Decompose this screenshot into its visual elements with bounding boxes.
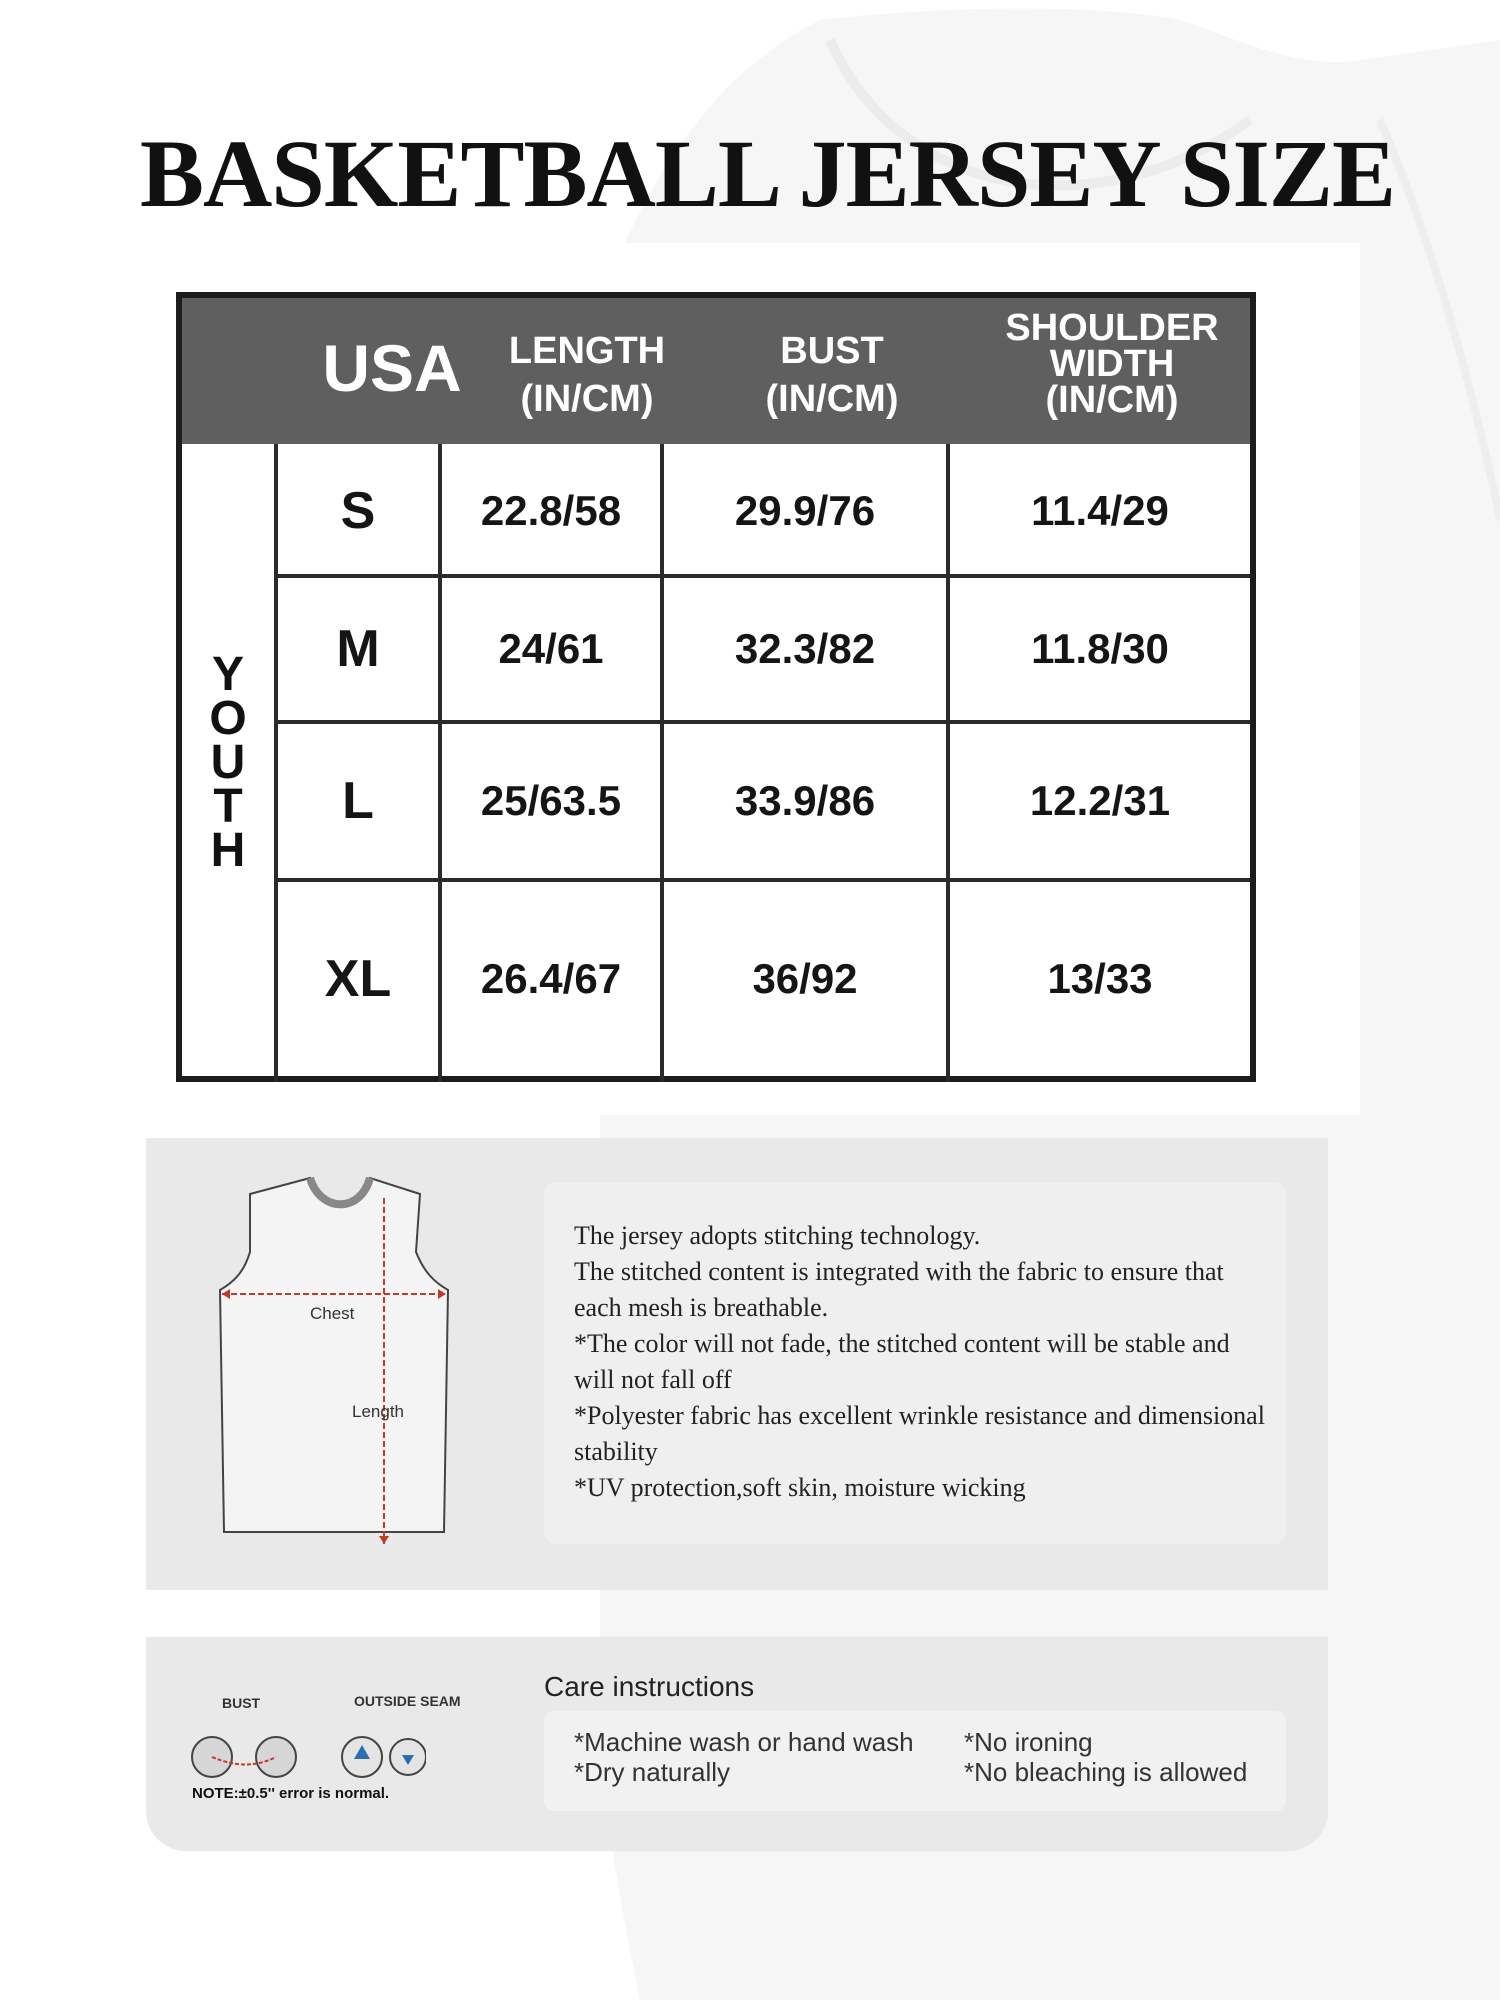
care-item: *Dry naturally — [574, 1757, 731, 1787]
measure-note: NOTE:±0.5'' error is normal. — [192, 1785, 390, 1802]
length-cell: 24/61 — [498, 625, 604, 672]
length-cell: 25/63.5 — [480, 777, 622, 824]
size-cell: M — [336, 620, 380, 678]
shoulder-cell: 12.2/31 — [1029, 777, 1171, 824]
header-shoulder-width — [962, 307, 1262, 421]
care-item: *No bleaching is allowed — [964, 1757, 1248, 1787]
page-title: BASKETBALL JERSEY SIZE — [140, 120, 1395, 227]
description-line: The stitched content is integrated with the fabric to ensure that each mesh is breathable. — [574, 1257, 1224, 1322]
jersey-details-panel — [146, 1138, 1328, 1590]
youth-letter: H — [210, 824, 246, 877]
description-line: *UV protection,soft skin, moisture wicking — [574, 1473, 1026, 1502]
size-cell: XL — [324, 950, 392, 1008]
length-cell: 22.8/58 — [480, 487, 622, 534]
header-length — [472, 332, 702, 420]
measure-icons — [186, 1729, 426, 1789]
youth-category-label — [182, 444, 274, 1082]
header-length-unit: (IN/CM) — [520, 377, 654, 420]
header-shoulder-unit: (IN/CM) — [1045, 379, 1179, 421]
jersey-measurement-diagram — [210, 1172, 450, 1552]
size-cell: L — [342, 772, 374, 830]
description-line: The jersey adopts stitching technology. — [574, 1221, 981, 1250]
header-length-label: LENGTH — [508, 330, 666, 372]
bust-cell: 36/92 — [752, 955, 858, 1002]
youth-letter: U — [210, 736, 246, 789]
header-shoulder-line1: SHOULDER — [1005, 307, 1219, 349]
size-cell: S — [340, 482, 376, 540]
youth-letter: Y — [211, 648, 244, 701]
youth-letter: T — [213, 780, 243, 833]
length-label: Length — [352, 1402, 404, 1421]
header-bust-label: BUST — [780, 330, 884, 372]
header-usa: USA — [322, 331, 462, 405]
care-title: Care instructions — [544, 1671, 755, 1702]
youth-letter: O — [209, 692, 247, 745]
description-text — [574, 1218, 1274, 1506]
seam-measure-label: OUTSIDE SEAM — [354, 1693, 461, 1709]
header-shoulder-line2: WIDTH — [1049, 343, 1175, 385]
length-cell: 26.4/67 — [480, 955, 622, 1002]
table-header — [182, 298, 1250, 444]
bust-measure-label: BUST — [222, 1695, 261, 1711]
shoulder-cell: 11.4/29 — [1031, 487, 1169, 534]
care-box — [544, 1711, 1286, 1811]
shoulder-cell: 13/33 — [1047, 955, 1153, 1002]
description-line: *Polyester fabric has excellent wrinkle resistance and dimensional stability — [574, 1401, 1265, 1466]
chest-label: Chest — [306, 1304, 358, 1324]
care-item: *No ironing — [964, 1727, 1093, 1757]
description-box — [544, 1182, 1286, 1544]
bust-cell: 33.9/86 — [734, 777, 876, 824]
header-bust — [692, 332, 972, 420]
shoulder-cell: 11.8/30 — [1031, 625, 1169, 672]
header-bust-unit: (IN/CM) — [765, 377, 899, 420]
bust-cell: 32.3/82 — [734, 625, 876, 672]
bust-cell: 29.9/76 — [734, 487, 876, 534]
size-table — [176, 292, 1256, 1082]
description-line: *The color will not fade, the stitched content will be stable and will not fall off — [574, 1329, 1230, 1394]
care-item: *Machine wash or hand wash — [574, 1727, 914, 1757]
care-panel — [146, 1637, 1328, 1851]
